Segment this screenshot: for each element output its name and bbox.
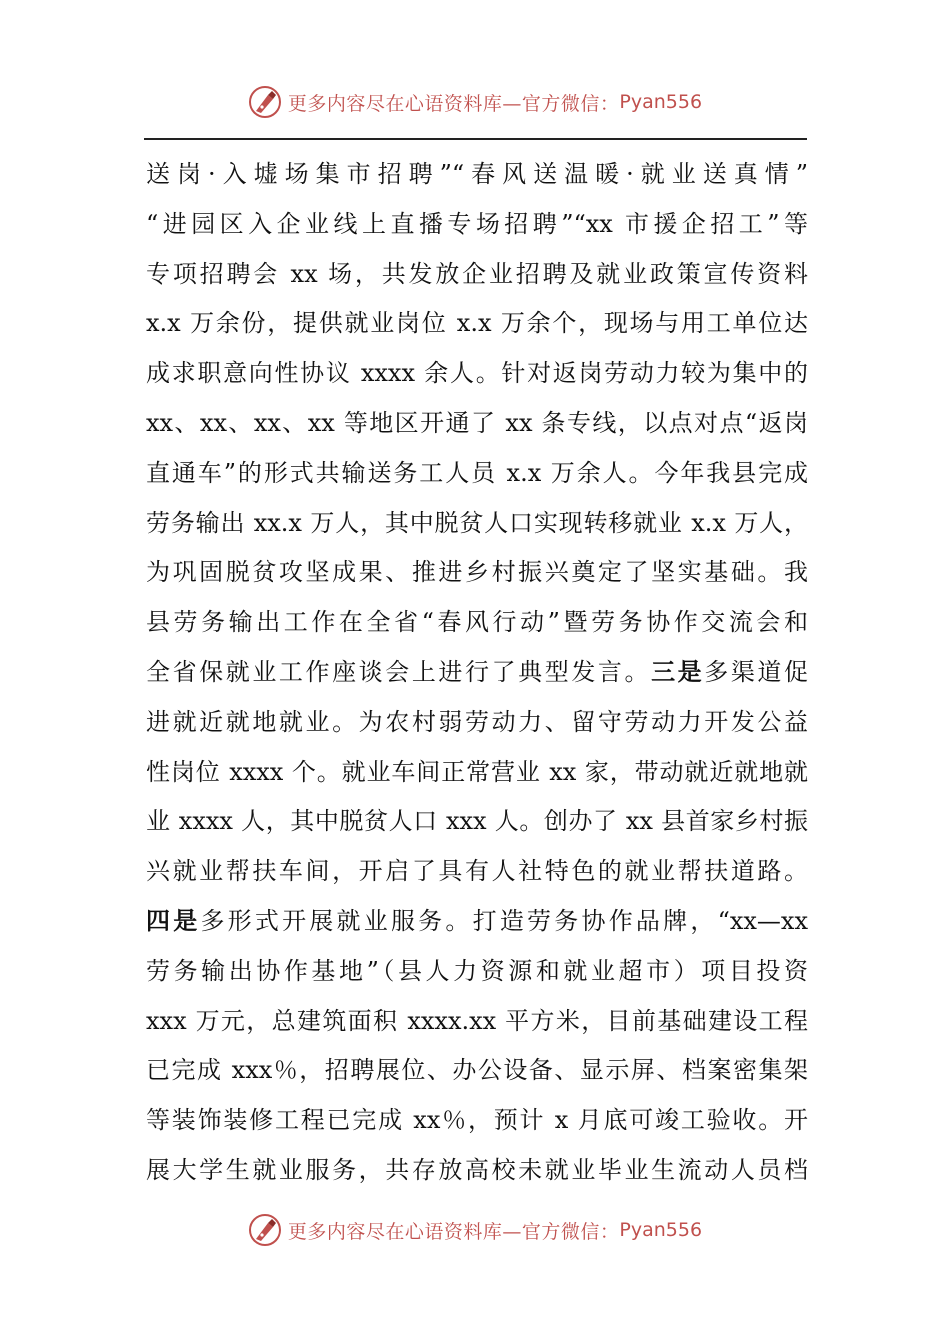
text-line: 直通车”的形式共输送务工人员 x.x 万余人。今年我县完成 (146, 458, 808, 487)
footer-watermark (0, 1210, 950, 1250)
text-line: 送岗·入墟场集市招聘”“春风送温暖·就业送真情” (146, 160, 808, 188)
text-line: 业 xxxx 人，其中脱贫人口 xxx 人。创办了 xx 县首家乡村振 (146, 807, 808, 836)
text-line: 劳务输出 xx.x 万人，其中脱贫人口实现转移就业 x.x 万人， (146, 508, 808, 537)
watermark-text: 更多内容尽在心语资料库—官方微信： (287, 1220, 620, 1243)
header-divider (144, 138, 807, 140)
header-watermark (0, 82, 950, 122)
document-body (146, 150, 808, 1196)
text-line: xxx 万元，总建筑面积 xxxx.xx 平方米，目前基础建设工程 (146, 1006, 808, 1035)
pen-nib-logo-icon (248, 85, 282, 119)
text-line: x.x 万余份，提供就业岗位 x.x 万余个，现场与用工单位达 (146, 309, 808, 338)
pen-nib-logo-icon (248, 1213, 282, 1247)
text-line: 等装饰装修工程已完成 xx％，预计 x 月底可竣工验收。开 (146, 1106, 808, 1135)
text-line: 性岗位 xxxx 个。就业车间正常营业 xx 家，带动就近就地就 (146, 757, 808, 786)
watermark-handle: Pyan556 (619, 1219, 703, 1241)
text-line: xx、xx、xx、xx 等地区开通了 xx 条专线，以点对点“返岗 (146, 408, 808, 437)
text-line: 劳务输出协作基地”（县人力资源和就业超市）项目投资 (146, 956, 808, 985)
text-line: 展大学生就业服务，共存放高校未就业毕业生流动人员档 (146, 1155, 808, 1184)
text-line: 已完成 xxx％，招聘展位、办公设备、显示屏、档案密集架 (146, 1056, 808, 1085)
text-line: 全省保就业工作座谈会上进行了典型发言。三是多渠道促 (146, 657, 809, 686)
text-line: 四是多形式开展就业服务。打造劳务协作品牌，“xx—xx (146, 906, 808, 935)
watermark-text: 更多内容尽在心语资料库—官方微信： (287, 92, 620, 115)
text-line: 为巩固脱贫攻坚成果、推进乡村振兴奠定了坚实基础。我 (146, 558, 808, 587)
text-line: 成求职意向性协议 xxxx 余人。针对返岗劳动力较为集中的 (146, 359, 808, 388)
text-line: 专项招聘会 xx 场，共发放企业招聘及就业政策宣传资料 (146, 259, 808, 288)
text-line: 进就近就地就业。为农村弱劳动力、留守劳动力开发公益 (146, 707, 808, 736)
text-line: 兴就业帮扶车间，开启了具有人社特色的就业帮扶道路。 (146, 857, 808, 886)
text-line: “进园区入企业线上直播专场招聘”“xx 市援企招工”等 (146, 209, 808, 238)
watermark-handle: Pyan556 (619, 91, 703, 113)
bold-marker: 三是 (651, 657, 705, 686)
text-line: 县劳务输出工作在全省“春风行动”暨劳务协作交流会和 (146, 608, 808, 637)
bold-marker: 四是 (146, 906, 201, 935)
